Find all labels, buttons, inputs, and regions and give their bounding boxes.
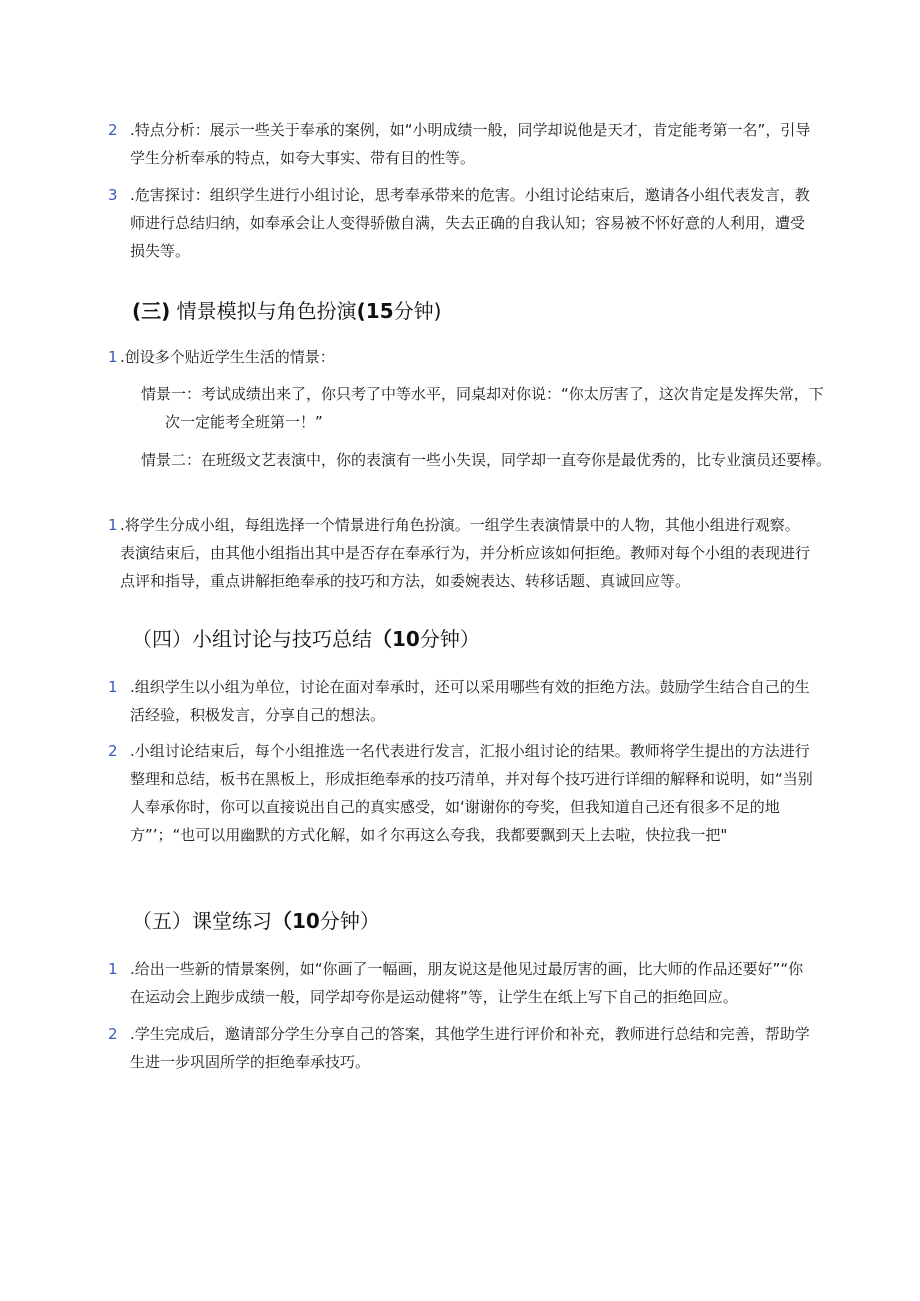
list-item — [108, 181, 814, 265]
list-item — [108, 737, 814, 849]
list-item-text: .学生完成后，邀请部分学生分享自己的答案，其他学生进行评价和补充，教师进行总结和完善，帮助学生进一步巩固所学的拒绝奉承技巧。 — [130, 1025, 810, 1071]
list-item-text: .组织学生以小组为单位，讨论在面对奉承时，还可以采用哪些有效的拒绝方法。鼓励学生结合自己的生活经验，积极发言，分享自己的想法。 — [130, 678, 810, 724]
list-item-text: .小组讨论结束后，每个小组推选一名代表进行发言，汇报小组讨论的结果。教师将学生提出的方法进行整理和总结，板书在黑板上，形成拒绝奉承的技巧清单，并对每个技巧进行详细的解释和说明，如“当别人奉承你时，你可以直接说出自己的真实感受，如‘谢谢你的夸奖，但我知道自己还有很多不足的地方”’；“也可以用幽默的方式化解，如彳尔再这么夸我，我都要飘到天上去啦，快拉我一把" — [130, 742, 813, 844]
heading-time-open: ( — [356, 299, 366, 323]
heading-title: 小组讨论与技巧总结 — [192, 627, 372, 651]
list-item-text: .危害探讨：组织学生进行小组讨论，思考奉承带来的危害。小组讨论结束后，邀请各小组代表发言，教师进行总结归纳，如奉承会让人变得骄傲自满，失去正确的自我认知；容易被不怀好意的人利用，遭受损失等。 — [130, 186, 810, 260]
list-item — [108, 511, 814, 595]
heading-time: 15 — [365, 299, 394, 323]
list-number: 1 — [108, 348, 118, 366]
section-heading-3 — [132, 296, 441, 326]
list-item-text: .给出一些新的情景案例，如“你画了一幅画，朋友说这是他见过最厉害的画，比大师的作品还要好”“你在运动会上跑步成绩一般，同学却夸你是运动健将”等，让学生在纸上写下自己的拒绝回应。 — [130, 960, 804, 1006]
list-item-text: .特点分析：展示一些关于奉承的案例，如“小明成绩一般，同学却说他是天才，肯定能考第一名”，引导学生分析奉承的特点，如夸大事实、带有目的性等。 — [130, 121, 811, 167]
list-item — [108, 1020, 814, 1076]
list-number: 3 — [108, 186, 118, 204]
list-item-text: .创设多个贴近学生生活的情景： — [120, 348, 335, 366]
list-item — [108, 343, 814, 371]
heading-title: 课堂练习 — [192, 909, 272, 933]
heading-time-open: （ — [372, 627, 392, 651]
heading-prefix: (三) — [132, 299, 171, 323]
list-number: 2 — [108, 742, 118, 760]
section-heading-4 — [132, 624, 480, 654]
heading-title: 情景模拟与角色扮演 — [176, 299, 357, 323]
heading-time-close: 分钟） — [419, 627, 480, 651]
heading-time: 10 — [392, 627, 420, 651]
list-item — [108, 673, 814, 729]
list-item — [108, 116, 814, 172]
list-item-text: .将学生分成小组，每组选择一个情景进行角色扮演。一组学生表演情景中的人物，其他小组进行观察。表演结束后，由其他小组指出其中是否存在奉承行为，并分析应该如何拒绝。教师对每个小组的表现进行点评和指导，重点讲解拒绝奉承的技巧和方法，如委婉表达、转移话题、真诚回应等。 — [120, 516, 811, 590]
section-heading-5 — [132, 906, 380, 936]
heading-time-close: 分钟） — [319, 909, 380, 933]
heading-time: 10 — [292, 909, 320, 933]
list-item — [108, 955, 814, 1011]
heading-prefix: （四） — [132, 627, 192, 651]
heading-time-close: 分钟) — [393, 299, 442, 323]
list-number: 1 — [108, 516, 118, 534]
heading-prefix: （五） — [132, 909, 192, 933]
scenario-1: 情景一：考试成绩出来了，你只考了中等水平，同桌却对你说：“你太厉害了，这次肯定是发挥失常，下次一定能考全班第一！” — [141, 385, 824, 431]
list-number: 2 — [108, 121, 118, 139]
list-number: 1 — [108, 960, 118, 978]
list-number: 1 — [108, 678, 118, 696]
scenario-2: 情景二：在班级文艺表演中，你的表演有一些小失误，同学却一直夸你是最优秀的，比专业演员还要棒。 — [141, 451, 832, 469]
heading-time-open: （ — [272, 909, 292, 933]
list-number: 2 — [108, 1025, 118, 1043]
